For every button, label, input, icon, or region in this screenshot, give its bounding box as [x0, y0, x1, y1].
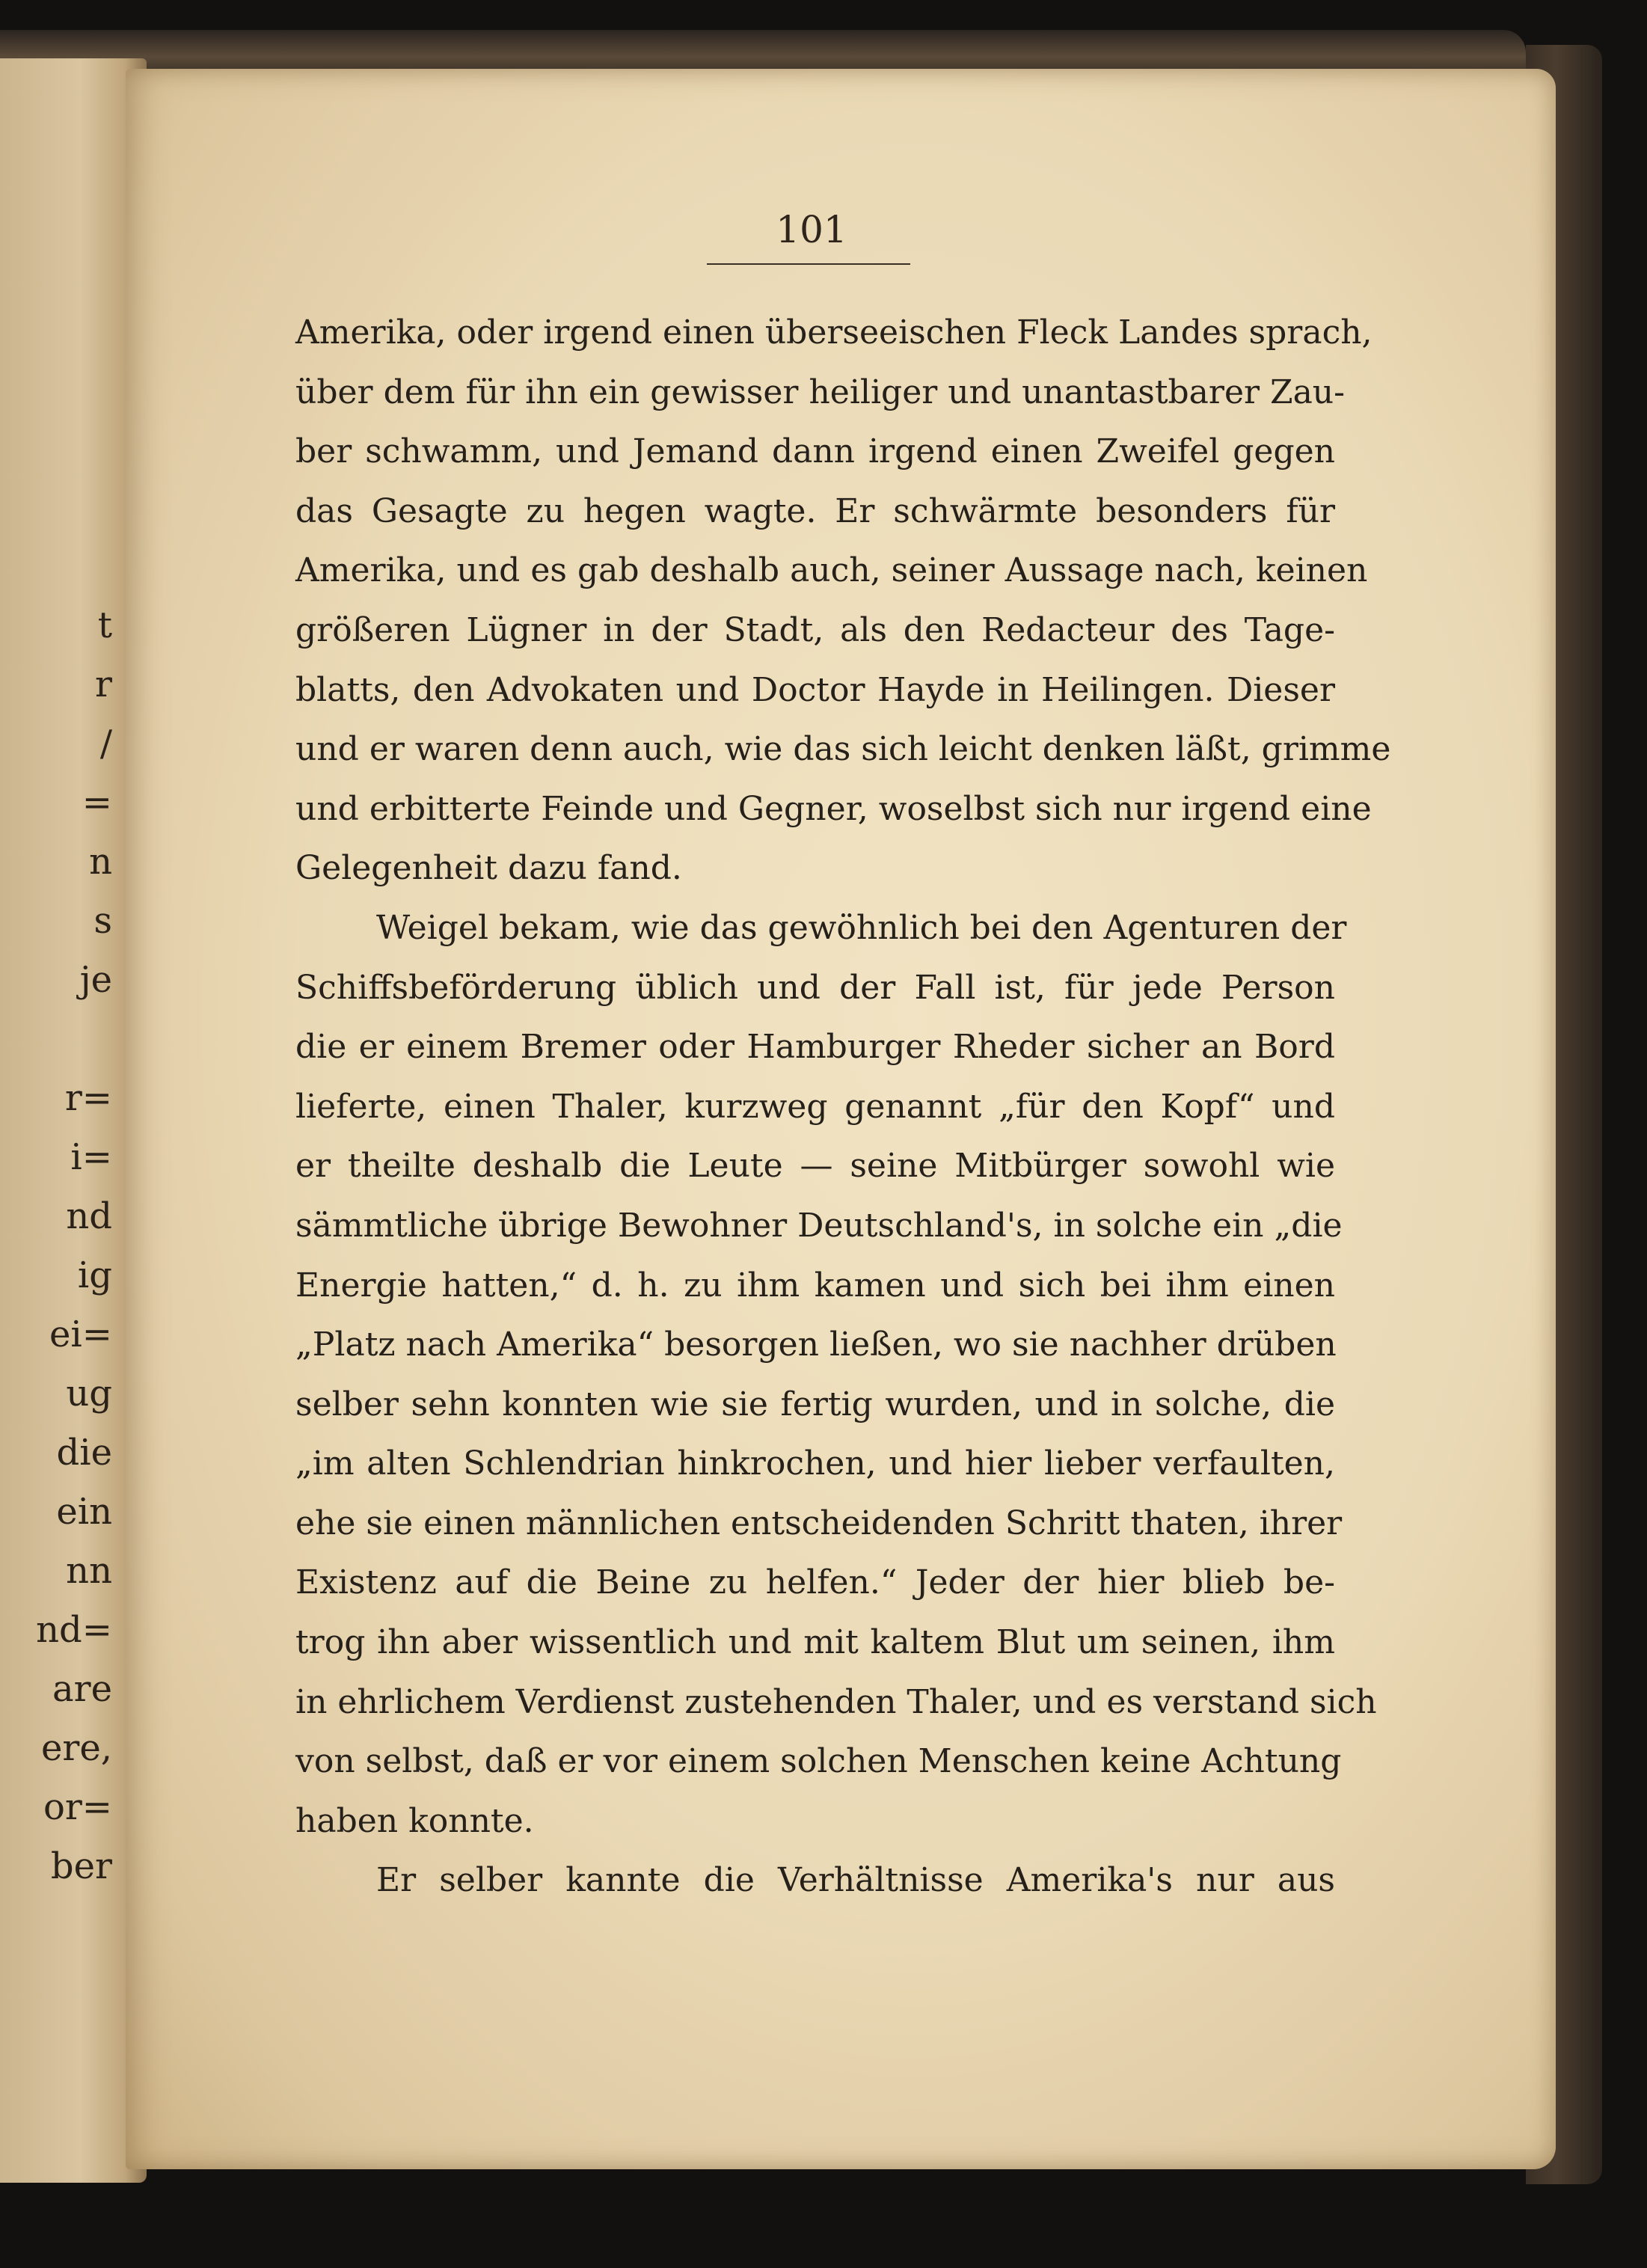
text-line: er theilte deshalb die Leute — seine Mitbürger sowohl wie: [295, 1147, 1335, 1186]
book-cover-top-edge: [0, 30, 1526, 75]
left-fragment: s: [93, 900, 112, 942]
text-line: und er waren denn auch, wie das sich leicht denken läßt, grimme: [295, 730, 1391, 769]
left-page-text-fragments: [0, 58, 112, 2268]
left-fragment: nd: [66, 1195, 112, 1237]
page-number: 101: [776, 208, 847, 251]
header-rule: [707, 263, 910, 265]
left-fragment: r=: [64, 1077, 112, 1119]
left-fragment: ber: [50, 1845, 112, 1887]
left-fragment: ei=: [49, 1314, 112, 1355]
left-page-edge: [0, 58, 147, 2183]
left-fragment: die: [56, 1432, 112, 1474]
text-line: größeren Lügner in der Stadt, als den Redacteur des Tage-: [295, 610, 1335, 649]
text-line: „im alten Schlendrian hinkrochen, und hier lieber verfaulten,: [295, 1444, 1335, 1483]
text-line: Er selber kannte die Verhältnisse Amerika's nur aus: [376, 1861, 1335, 1900]
text-line: Schiffsbeförderung üblich und der Fall ist, für jede Person: [295, 968, 1335, 1007]
text-line: haben konnte.: [295, 1801, 534, 1840]
left-fragment: =: [82, 782, 112, 824]
left-fragment: nn: [66, 1550, 112, 1592]
text-line: sämmtliche übrige Bewohner Deutschland's, in solche ein „die: [295, 1206, 1343, 1245]
text-line: und erbitterte Feinde und Gegner, woselbst sich nur irgend eine: [295, 789, 1372, 828]
text-line: Existenz auf die Beine zu helfen.“ Jeder der hier blieb be-: [295, 1563, 1335, 1602]
text-line: „Platz nach Amerika“ besorgen ließen, wo sie nachher drüben: [295, 1325, 1337, 1364]
text-line: Gelegenheit dazu fand.: [295, 849, 682, 888]
text-line: lieferte, einen Thaler, kurzweg genannt „für den Kopf“ und: [295, 1087, 1335, 1126]
left-fragment: t: [97, 604, 112, 646]
left-fragment: ig: [77, 1254, 112, 1296]
text-line: blatts, den Advokaten und Doctor Hayde in Heilingen. Dieser: [295, 670, 1335, 709]
text-line: über dem für ihn ein gewisser heiliger und unantastbarer Zau-: [295, 373, 1346, 411]
left-fragment: [0, 1010, 112, 1069]
text-line: ehe sie einen männlichen entscheidenden Schritt thaten, ihrer: [295, 1504, 1343, 1542]
text-line: Amerika, und es gab deshalb auch, seiner Aussage nach, keinen: [295, 551, 1368, 590]
left-fragment: ere,: [40, 1727, 112, 1769]
left-fragment: r: [95, 663, 112, 705]
left-fragment: n: [89, 841, 112, 883]
text-line: selber sehn konnten wie sie fertig wurden, und in solche, die: [295, 1385, 1335, 1423]
left-fragment: ein: [56, 1491, 112, 1533]
left-fragment: nd=: [36, 1609, 112, 1651]
text-line: Energie hatten,“ d. h. zu ihm kamen und sich bei ihm einen: [295, 1266, 1335, 1305]
text-line: ber schwamm, und Jemand dann irgend einen Zweifel gegen: [295, 432, 1335, 471]
text-line: Amerika, oder irgend einen überseeischen Fleck Landes sprach,: [295, 313, 1372, 352]
text-line: Weigel bekam, wie das gewöhnlich bei den Agenturen der: [376, 908, 1347, 947]
text-line: in ehrlichem Verdienst zustehenden Thaler, und es verstand sich: [295, 1682, 1377, 1721]
left-fragment: i=: [70, 1136, 112, 1178]
text-line: trog ihn aber wissentlich und mit kaltem Blut um seinen, ihm: [295, 1623, 1335, 1662]
left-fragment: je: [79, 959, 112, 1001]
left-fragment: are: [52, 1668, 112, 1710]
text-line: das Gesagte zu hegen wagte. Er schwärmte besonders für: [295, 491, 1335, 530]
left-fragment: /: [99, 723, 112, 764]
left-fragment: ug: [66, 1373, 112, 1415]
left-fragment: or=: [43, 1786, 112, 1828]
text-line: von selbst, daß er vor einem solchen Menschen keine Achtung: [295, 1742, 1342, 1781]
text-line: die er einem Bremer oder Hamburger Rheder sicher an Bord: [295, 1028, 1335, 1067]
left-fragment: [0, 537, 112, 596]
page-body-text: [295, 303, 1391, 1910]
